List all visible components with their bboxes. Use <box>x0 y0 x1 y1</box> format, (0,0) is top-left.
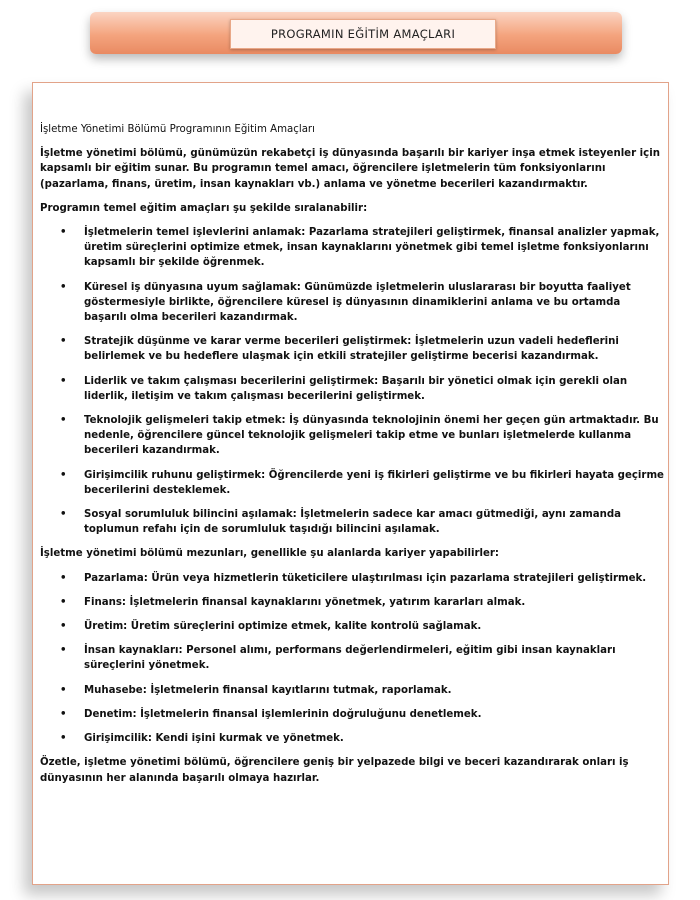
list-item: • İşletmelerin temel işlevlerini anlamak: Pazarlama stratejileri geliştirmek, finansal analizler yapmak, üretim süreçlerini optimize etmek, insan kaynaklarını yönetmek gibi temel işletme fonksiyonlarını kapsamlı bir şekilde öğrenmek. <box>60 227 660 269</box>
list-item: • Stratejik düşünme ve karar verme becerileri geliştirmek: İşletmelerin uzun vadeli hedeflerini belirlemek ve bu hedeflere ulaşmak için etkili stratejiler geliştirme becerisi kazandırmak. <box>60 336 619 363</box>
bullet-icon: • <box>60 733 67 745</box>
list-item: • Muhasebe: İşletmelerin finansal kayıtlarını tutmak, raporlamak. <box>40 683 665 698</box>
goals-intro: Programın temel eğitim amaçları şu şekilde sıralanabilir: <box>40 202 368 214</box>
list-item: • Sosyal sorumluluk bilincini aşılamak: İşletmelerin sadece kar amacı gütmediği, aynı zamanda toplumun refahı için de sorumluluk taşıdığı bilincini aşılamak. <box>60 509 622 536</box>
list-item: • İnsan kaynakları: Personel alımı, performans değerlendirmeleri, eğitim gibi insan kaynakları süreçlerini yönetmek. <box>60 645 616 672</box>
bullet-icon: • <box>60 469 67 481</box>
bullet-icon: • <box>60 684 67 696</box>
list-item: • Liderlik ve takım çalışması becerilerini geliştirmek: Başarılı bir yönetici olmak için gerekli olan liderlik, iletişim ve takım çalışması becerilerini geliştirmek. <box>60 375 628 402</box>
conclusion-paragraph: Özetle, işletme yönetimi bölümü, öğrencilere geniş bir yelpazede bilgi ve beceri kazandırarak onları iş dünyasının her alanında başarılı olmaya hazırlar. <box>40 757 629 784</box>
bullet-icon: • <box>60 375 67 387</box>
bullet-icon: • <box>60 596 67 608</box>
bullet-icon: • <box>60 509 67 521</box>
list-item: • Girişimcilik ruhunu geliştirmek: Öğrencilerde yeni iş fikirleri geliştirme ve bu fikirleri hayata geçirme becerilerini desteklemek. <box>60 469 664 496</box>
list-item: • Pazarlama: Ürün veya hizmetlerin tüketicilere ulaştırılması için pazarlama stratejileri geliştirmek. <box>40 571 665 586</box>
careers-list <box>40 571 665 747</box>
goals-list <box>40 225 665 537</box>
list-item: • Üretim: Üretim süreçlerini optimize etmek, kalite kontrolü sağlamak. <box>40 619 665 634</box>
bullet-icon: • <box>60 281 67 293</box>
list-item: • Denetim: İşletmelerin finansal işlemlerinin doğruluğunu denetlemek. <box>40 707 665 722</box>
bullet-icon: • <box>60 227 67 239</box>
page-title: PROGRAMIN EĞİTİM AMAÇLARI <box>230 19 496 49</box>
intro-paragraph: İşletme yönetimi bölümü, günümüzün rekabetçi iş dünyasında başarılı bir kariyer inşa etmek isteyenler için kapsamlı bir eğitim sunar. Bu programın temel amacı, öğrencilere işletmelerin tüm fonksiyonlarını (pazarlama, finans, üretim, insan kaynakları vb.) anlama ve yönetme becerileri kazandırmaktır. <box>40 148 660 190</box>
list-item: • Teknolojik gelişmeleri takip etmek: İş dünyasında teknolojinin önemi her geçen gün artmaktadır. Bu nedenle, öğrencilere güncel teknolojik gelişmeleri takip etme ve bunları işletmelerde kullanma becerileri kazandırmak. <box>60 415 659 457</box>
bullet-icon: • <box>60 415 67 427</box>
careers-intro: İşletme yönetimi bölümü mezunları, genellikle şu alanlarda kariyer yapabilirler: <box>40 548 500 560</box>
list-item: • Finans: İşletmelerin finansal kaynaklarını yönetmek, yatırım kararları almak. <box>40 595 665 610</box>
bullet-icon: • <box>60 621 67 633</box>
bullet-icon: • <box>60 708 67 720</box>
bullet-icon: • <box>60 336 67 348</box>
section-heading: İşletme Yönetimi Bölümü Programının Eğitim Amaçları <box>40 124 315 135</box>
list-item: • Girişimcilik: Kendi işini kurmak ve yönetmek. <box>40 731 665 746</box>
list-item: • Küresel iş dünyasına uyum sağlamak: Günümüzde işletmelerin uluslararası bir boyutta faaliyet göstermesiyle birlikte, öğrencilere küresel iş dünyasının dinamiklerini anlama ve bu ortamda başarılı olma becerileri kazandırmak. <box>60 281 631 324</box>
document-body <box>40 122 665 795</box>
bullet-icon: • <box>60 645 67 657</box>
bullet-icon: • <box>60 572 67 584</box>
